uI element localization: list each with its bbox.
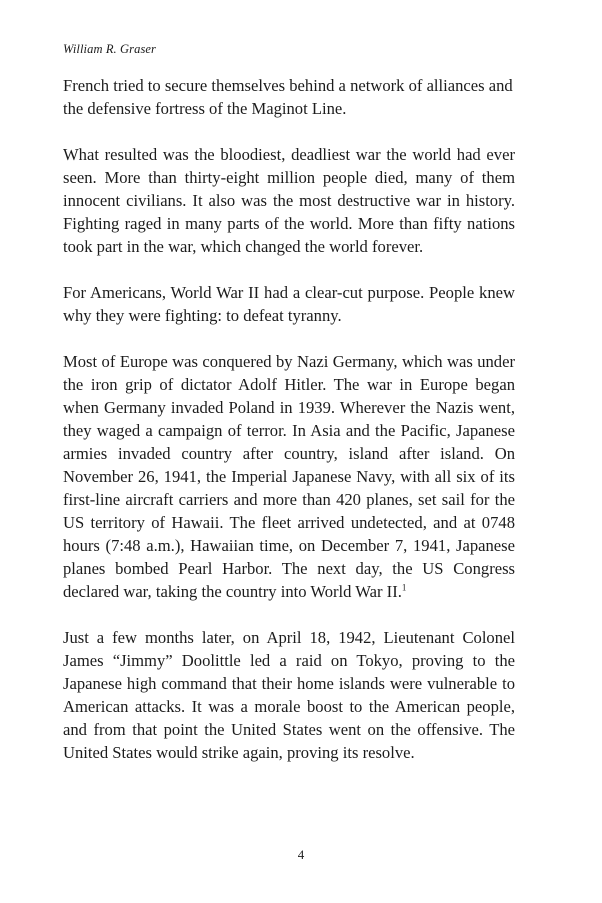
paragraph-pearl-harbor — [63, 350, 515, 603]
paragraph-americans-purpose: For Americans, World War II had a clear-cut purpose. People knew why they were fighting: to defeat tyranny. — [63, 283, 515, 325]
body-text — [63, 74, 515, 787]
paragraph-pearl-harbor-text: Most of Europe was conquered by Nazi Germany, which was under the iron grip of dictator Adolf Hitler. The war in Europe began when Germany invaded Poland in 1939. Wherever the Nazis went, they waged a campaign of terror. In Asia and the Pacific, Japanese armies invaded country after country, island after island. On November 26, 1941, the Imperial Japanese Navy, with all six of its first-line aircraft carriers and more than 420 planes, set sail for the US territory of Hawaii. The fleet arrived undetected, and at 0748 hours (7:48 a.m.), Hawaiian time, on December 7, 1941, Japanese planes bombed Pearl Harbor. The next day, the US Congress declared war, taking the country into World War II. — [63, 352, 515, 601]
running-head-author: William R. Graser — [63, 42, 157, 56]
page-number: 4 — [297, 847, 305, 862]
paragraph-maginot: French tried to secure themselves behind a network of alliances and the defensive fortress of the Maginot Line. — [63, 76, 513, 118]
footnote-reference[interactable]: 1 — [401, 582, 407, 593]
paragraph-doolittle-raid: Just a few months later, on April 18, 1942, Lieutenant Colonel James “Jimmy” Doolittle led a raid on Tokyo, proving to the Japanese high command that their home islands were vulnerable to American attacks. It was a morale boost to the American people, and from that point the United States went on the offensive. The United States would strike again, proving its resolve. — [63, 628, 515, 762]
paragraph-deadliest-war: What resulted was the bloodiest, deadliest war the world had ever seen. More than thirty-eight million people died, many of them innocent civilians. It also was the most destructive war in history. Fighting raged in many parts of the world. More than fifty nations took part in the war, which changed the world forever. — [63, 145, 515, 256]
